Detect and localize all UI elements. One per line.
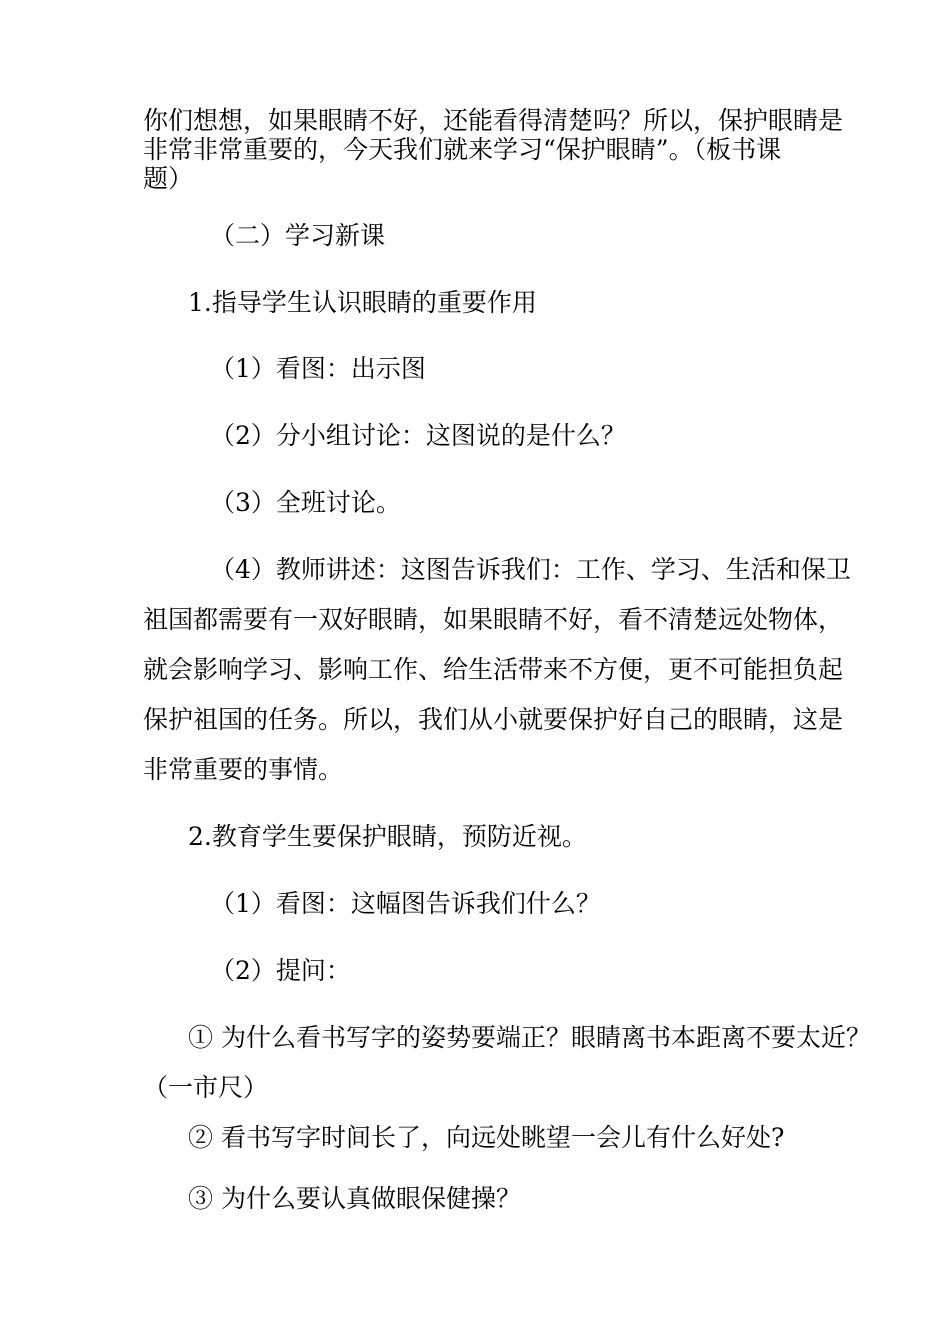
item1-sub4-line-3: 就会影响学习、影响工作、给生活带来不方便，更不可能担负起 xyxy=(143,655,844,684)
question-2: ② 看书写字时间长了，向远处眺望一会儿有什么好处? xyxy=(188,1123,785,1152)
intro-line-1: 你们想想，如果眼睛不好，还能看得清楚吗？所以，保护眼睛是 xyxy=(143,106,844,135)
item1-sub2: （2）分小组讨论：这图说的是什么？ xyxy=(210,421,626,450)
item2-sub1: （1）看图：这幅图告诉我们什么？ xyxy=(210,889,601,918)
item2-title: 2.教育学生要保护眼睛，预防近视。 xyxy=(188,822,587,851)
question-1-line-1: ① 为什么看书写字的姿势要端正？眼睛离书本距离不要太近？ xyxy=(188,1023,871,1052)
question-1-line-2: （一市尺） xyxy=(143,1073,269,1102)
item1-title: 1.指导学生认识眼睛的重要作用 xyxy=(188,288,537,317)
item1-sub4-line-4: 保护祖国的任务。所以，我们从小就要保护好自己的眼睛，这是 xyxy=(143,705,844,734)
item1-sub4-line-1: （4）教师讲述：这图告诉我们：工作、学习、生活和保卫 xyxy=(210,555,851,584)
item1-sub4-line-5: 非常重要的事情。 xyxy=(143,755,344,784)
intro-line-2: 非常非常重要的，今天我们就来学习“保护眼睛”。（板书课 xyxy=(143,135,782,164)
question-3: ③ 为什么要认真做眼保健操？ xyxy=(188,1184,521,1213)
section-heading: （二）学习新课 xyxy=(210,221,386,250)
item1-sub1: （1）看图：出示图 xyxy=(210,354,426,383)
item1-sub3: （3）全班讨论。 xyxy=(210,488,401,517)
item2-sub2: （2）提问： xyxy=(210,956,351,985)
intro-line-3: 题） xyxy=(143,164,194,193)
item1-sub4-line-2: 祖国都需要有一双好眼睛，如果眼睛不好，看不清楚远处物体， xyxy=(143,605,844,634)
